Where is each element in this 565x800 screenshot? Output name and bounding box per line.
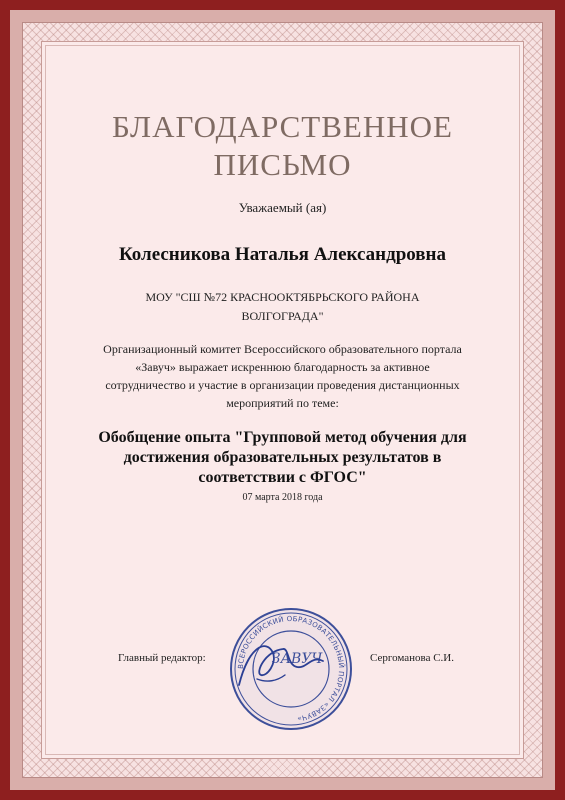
greeting: Уважаемый (ая) xyxy=(238,200,327,215)
gratitude-text: Организационный комитет Всероссийского образовательного портала «Завуч» выражает искреннюю благодарность за активное сотрудничество и участие в организации проведения дистанционных мероприятий по теме: xyxy=(103,342,462,410)
issue-date: 07 марта 2018 года xyxy=(242,492,323,503)
official-stamp xyxy=(227,605,355,733)
title-line-2: ПИСЬМО xyxy=(213,147,352,182)
organization: МОУ "СШ №72 КРАСНООКТЯБРЬСКОГО РАЙОНА ВОЛГОГРАДА" xyxy=(145,290,420,323)
certificate-title xyxy=(60,108,505,184)
event-topic: Обобщение опыта "Групповой метод обучения для достижения образовательных результатов в соответствии с ФГОС" xyxy=(98,429,467,486)
signatory-name: Сергоманова С.И. xyxy=(370,652,454,664)
title-line-1: БЛАГОДАРСТВЕННОЕ xyxy=(112,109,453,144)
recipient-name: Колесникова Наталья Александровна xyxy=(118,244,447,265)
stamp-center-text: ЗАВУЧ xyxy=(271,651,323,667)
signature-label: Главный редактор: xyxy=(118,652,206,664)
stamp-ring-text: ВСЕРОССИЙСКИЙ ОБРАЗОВАТЕЛЬНЫЙ ПОРТАЛ «ЗАВУЧ» xyxy=(236,614,346,723)
stamp-outer-ring xyxy=(231,609,351,729)
